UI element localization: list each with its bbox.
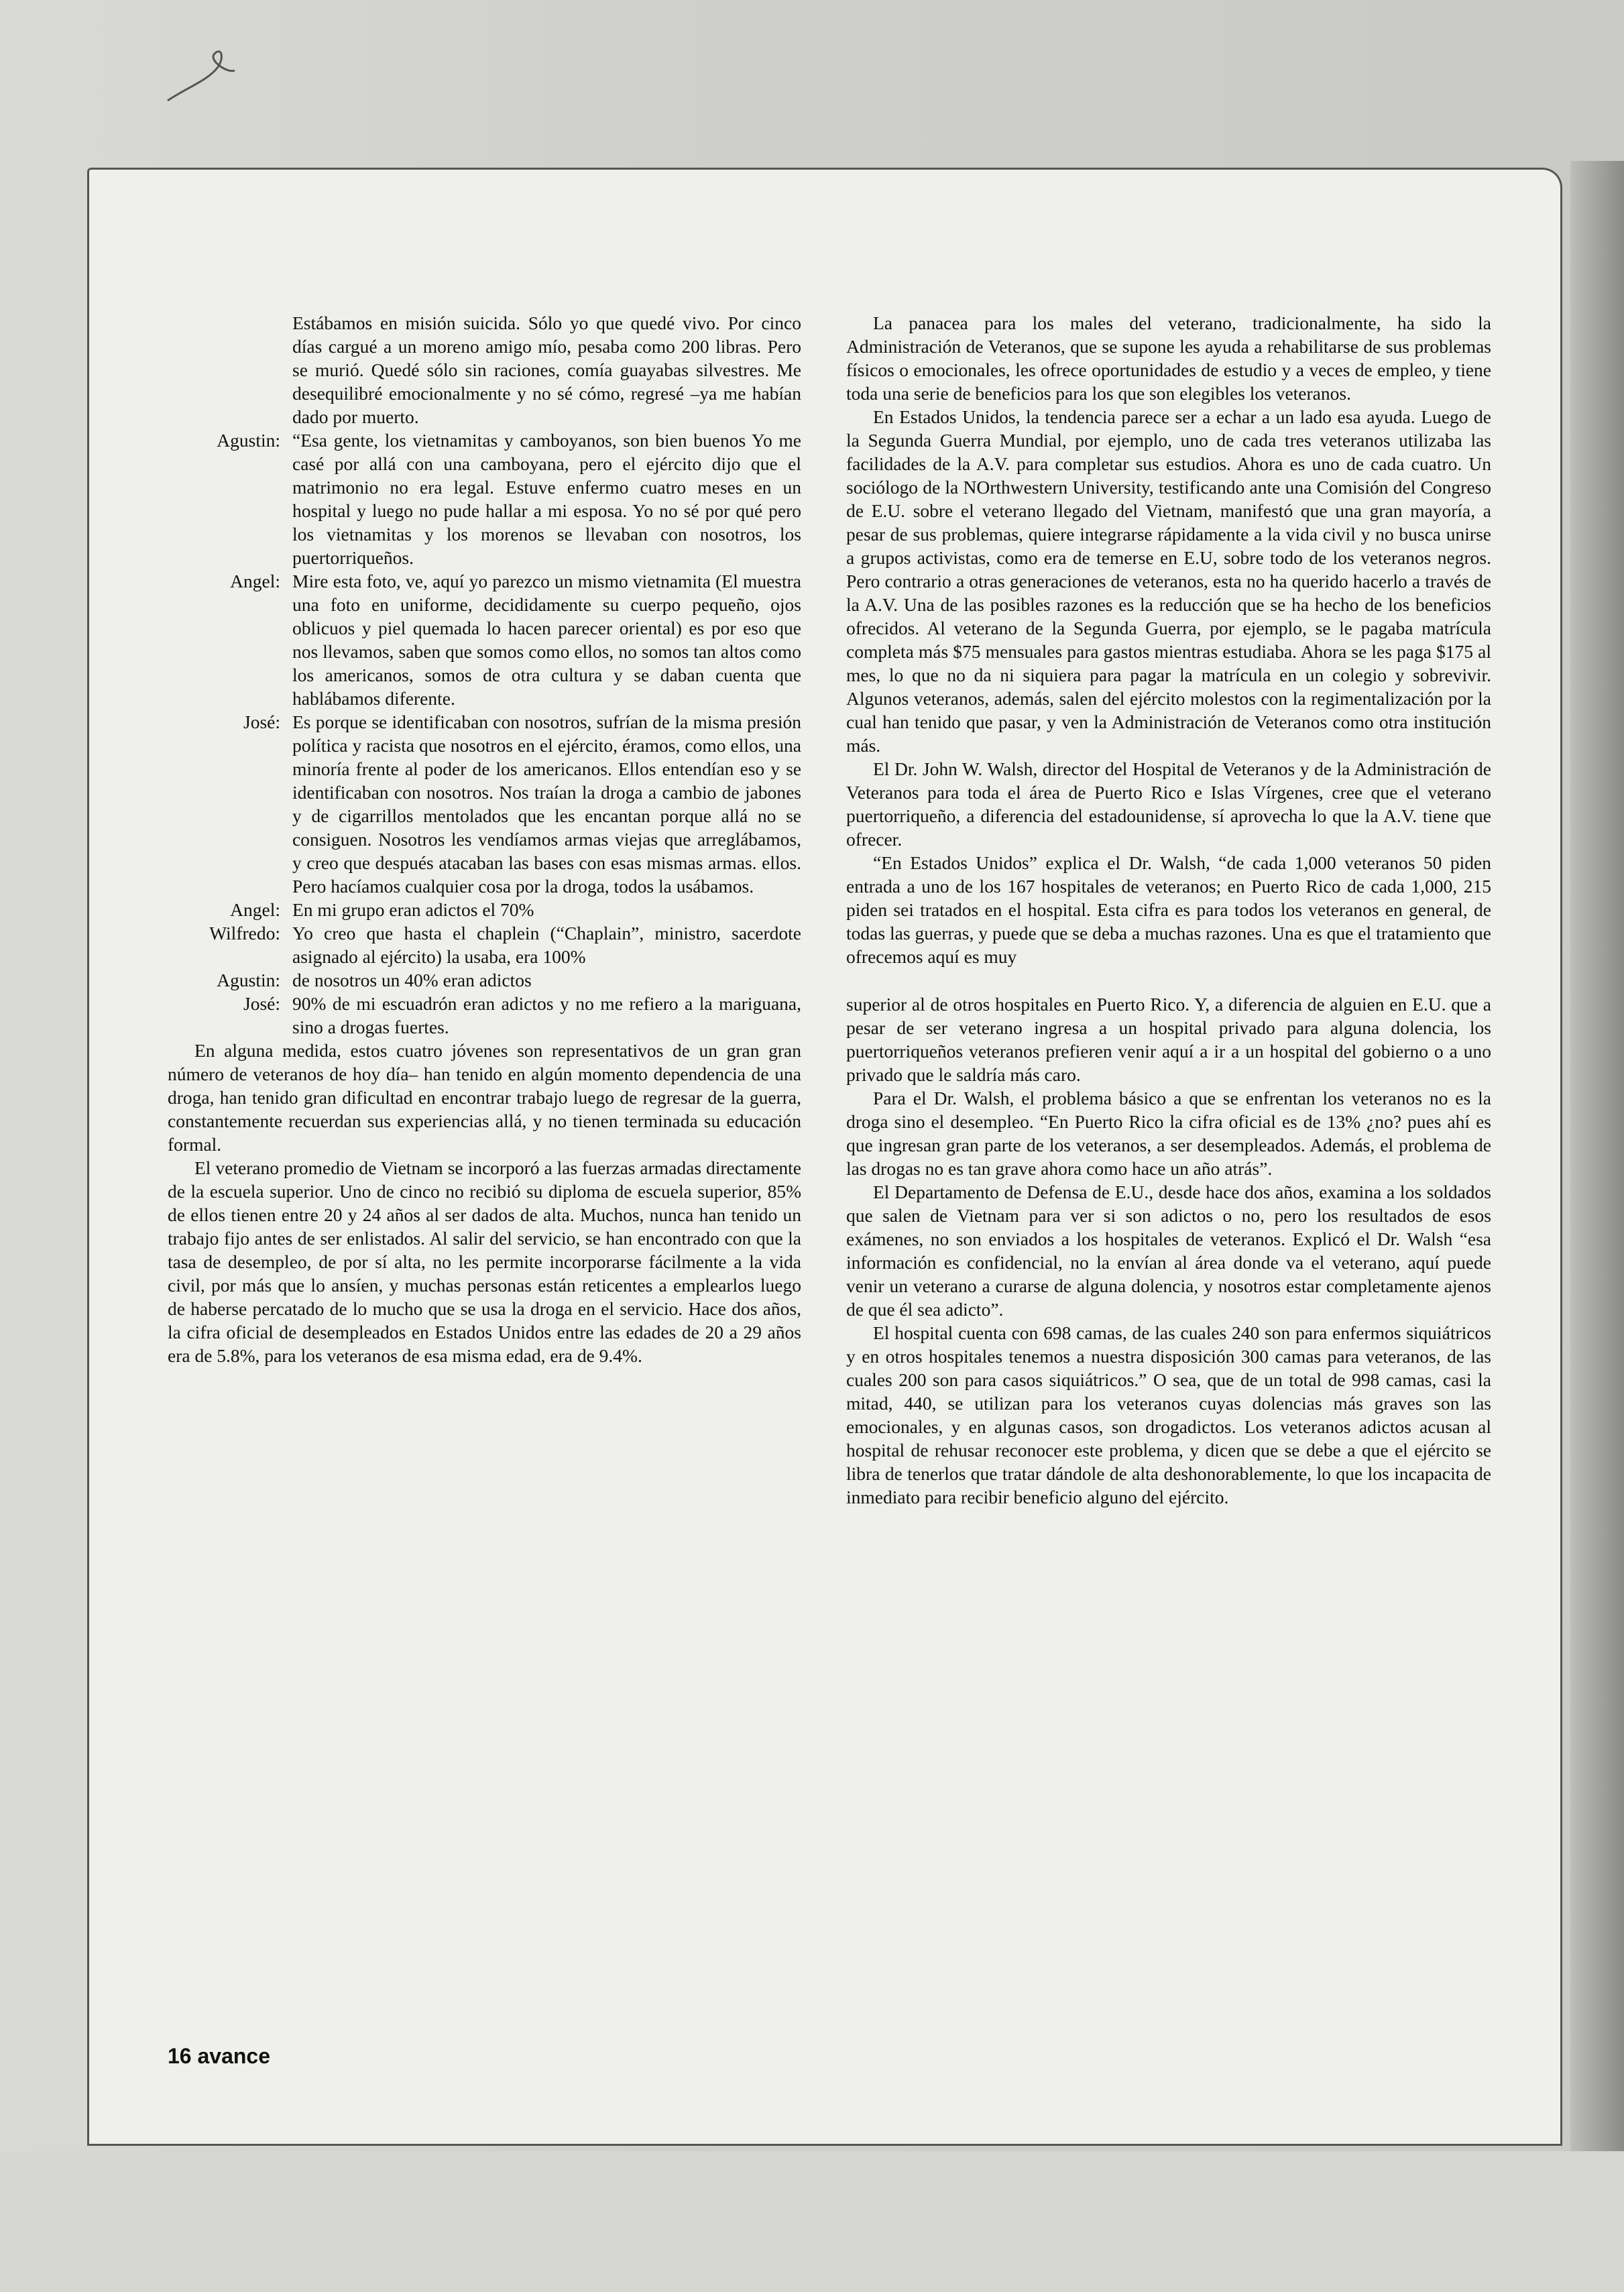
pen-scribble [154,40,262,114]
body-paragraph: El Departamento de Defensa de E.U., desde hace dos años, examina a los soldados que salen de Vietnam para ver si son adictos o no, pero los resultados de esos exámenes, no son enviados a los hospitales de veteranos. Explicó el Dr. Walsh “esa información es confidencial, no la envían al área donde va el veterano, aquí puede venir un veterano a curarse de alguna dolencia, y nosotros estar completamente ajenos de que él sea adicto”. [846,1182,1491,1320]
speaker-name: Angel: [230,899,280,920]
page-edge [1570,161,1624,2173]
body-paragraph: En Estados Unidos, la tendencia parece ser a echar a un lado esa ayuda. Luego de la Segunda Guerra Mundial, por ejemplo, uno de cada tres veteranos utilizaba las facilidades de la A.V. para completar sus estudios. Ahora es uno de cada cuatro. Un sociólogo de la NOrthwestern University, testificando ante una Comisión del Congreso de E.U. sobre el veterano llegado del Vietnam, manifestó que una gran mayoría, a pesar de sus problemas, quiere integrarse rápidamente a la vida civil y no busca unirse a grupos activistas, como era de temerse en E.U, sobre todo de los veteranos negros. Pero contrario a otras generaciones de veteranos, esta no ha querido hacerlo a través de la A.V. Una de las posibles razones es la reducción que se ha hecho de los beneficios ofrecidos. Al veterano de la Segunda Guerra, por ejemplo, se le pagaba matrícula completa más $75 mensuales para gastos mientras estudiaba. Ahora se les paga $175 al mes, lo que no da ni siquiera para pagar la matrícula en un colegio y sobrevivir. Algunos veteranos, además, salen del ejército molestos con la regimentalización por la cual han tenido que pasar, y ven la Administración de Veteranos como otra institución más. [846,406,1491,756]
body-paragraph: Para el Dr. Walsh, el problema básico a que se enfrentan los veteranos no es la droga sino el desempleo. “En Puerto Rico la cifra oficial es de 13% ¿no? pues ahí es que ingresan gran parte de los veteranos, a ser desempleados. Además, el problema de las drogas no es tan grave ahora como hace un año atrás”. [846,1088,1491,1179]
speaker-name: José: [243,993,280,1014]
speaker-text: “Esa gente, los vietnamitas y camboyanos, son bien buenos Yo me casé por allá con una camboyana, pero el ejército dijo que el matrimonio no era legal. Estuve enfermo cuatro meses en un hospital y luego no pude hallar a mi esposa. Yo no sé por qué pero los vietnamitas y los morenos se llevaban con nosotros, los puertorriqueños. [292,430,801,568]
speaker-text: Mire esta foto, ve, aquí yo parezco un mismo vietnamita (El muestra una foto en uniforme, decididamente su cuerpo pequeño, ojos oblicuos y piel quemada lo hacen parecer oriental) es por eso que nos llevamos, saben que somos como ellos, no somos tan altos como los americanos, somos de otra cultura y se daban cuenta que hablábamos diferente. [292,571,801,709]
dialogue-entry [168,710,801,898]
scanner-margin [0,2151,1624,2292]
dialogue-entry [168,921,801,968]
body-paragraph: El hospital cuenta con 698 camas, de las cuales 240 son para enfermos siquiátricos y en otros hospitales tenemos a nuestra disposición 300 camas para veteranos, de las cuales 200 son para casos siquiátricos.” O sea, que de un total de 998 camas, casi la mitad, 440, se utilizan para los veteranos cuyas dolencias más graves son las emocionales, y en algunas casos, son drogadictos. Los veteranos adictos acusan al hospital de rehusar reconocer este problema, y dicen que se debe a que el ejército se libra de tenerlos que tratar dándole de alta deshonorablemente, lo que los incapacita de inmediato para recibir beneficio alguno del ejército. [846,1322,1491,1507]
speaker-text: Yo creo que hasta el chaplein (“Chaplain”, ministro, sacerdote asignado al ejército) la usaba, era 100% [292,923,801,967]
intro-continuation: Estábamos en misión suicida. Sólo yo que quedé vivo. Por cinco días cargué a un moreno amigo mío, pesaba como 200 libras. Pero se murió. Quedé sólo sin raciones, comía guayabas silvestres. Me desequilibré emocionalmente y no sé cómo, regresé –ya me habían dado por muerto. [292,312,801,427]
speaker-name: Angel: [230,571,280,591]
dialogue-entry [168,569,801,710]
dialogue-continuation [168,311,801,428]
body-paragraph: El Dr. John W. Walsh, director del Hospital de Veteranos y de la Administración de Veteranos para toda el área de Puerto Rico e Islas Vírgenes, cree que el veterano puertorriqueño, a diferencia del estadounidense, sí aprovecha lo que la A.V. tiene que ofrecer. [846,758,1491,850]
dialogue-entry [168,428,801,569]
body-paragraph: La panacea para los males del veterano, tradicionalmente, ha sido la Administración de Veteranos, que se supone les ayuda a rehabilitarse de sus problemas físicos o emocionales, les ofrece oportunidades de estudio y a veces de empleo, y tiene toda una serie de beneficios para los que son elegibles los veteranos. [846,312,1491,404]
body-paragraph: “En Estados Unidos” explica el Dr. Walsh, “de cada 1,000 veteranos 50 piden entrada a uno de los 167 hospitales de veteranos; en Puerto Rico de cada 1,000, 215 piden sei tratados en el hospital. Esta cifra es para todos los veteranos en general, de todas las guerras, y puede que se deba a muchas razones. Una es que el tratamiento que ofrecemos aquí es muy [846,852,1491,967]
dialogue-entry [168,968,801,992]
body-paragraph: superior al de otros hospitales en Puerto Rico. Y, a diferencia de alguien en E.U. que a pesar de ser veterano ingresa a un hospital privado para alguna dolencia, los puertorriqueños veteranos prefieren venir aquí a ir a un hospital del gobierno o a uno privado que le saldría más caro. [846,994,1491,1085]
body-paragraph: En alguna medida, estos cuatro jóvenes son representativos de un gran gran número de veteranos de hoy día– han tenido en algún momento dependencia de una droga, han tenido gran dificultad en encontrar trabajo luego de regresar de la guerra, constantemente recuerdan sus experiencias allá, y no tienen terminada su educación formal. [168,1040,801,1155]
right-column [846,311,1491,1509]
dialogue-entry [168,992,801,1039]
left-column [168,311,801,1367]
speaker-text: 90% de mi escuadrón eran adictos y no me refiero a la mariguana, sino a drogas fuertes. [292,993,801,1037]
speaker-name: José: [243,711,280,732]
speaker-name: Agustin: [217,430,280,451]
speaker-name: Agustin: [217,970,280,990]
column-gap [846,968,1491,992]
dialogue-entry [168,898,801,921]
speaker-name: Wilfredo: [209,923,280,943]
speaker-text: Es porque se identificaban con nosotros, sufrían de la misma presión política y racista que nosotros en el ejército, éramos, como ellos, una minoría frente al poder de los americanos. Ellos entendían eso y se identificaban con nosotros. Nos traían la droga a cambio de jabones y de cigarrillos mentolados que les encantan porque allá no se consiguen. Nosotros les vendíamos armas viejas que arreglábamos, y creo que después atacaban las bases con esas mismas armas. ellos. Pero hacíamos cualquier cosa por la droga, todos la usábamos. [292,711,801,897]
speaker-text: de nosotros un 40% eran adictos [292,970,532,990]
body-paragraph: El veterano promedio de Vietnam se incorporó a las fuerzas armadas directamente de la escuela superior. Uno de cinco no recibió su diploma de escuela superior, 85% de ellos tienen entre 20 y 24 años al ser dados de alta. Muchos, nunca han tenido un trabajo fijo antes de ser enlistados. Al salir del servicio, se han encontrado con que la tasa de desempleo, de por sí alta, no les permite incorporarse fácilmente a la vida civil, por más que lo ansíen, y muchas personas están reticentes a emplearlos luego de haberse percatado de lo mucho que se usa la droga en el servicio. Hace dos años, la cifra oficial de desempleados en Estados Unidos entre las edades de 20 a 29 años era de 5.8%, para los veteranos de esa misma edad, era de 9.4%. [168,1157,801,1366]
page-folio: 16 avance [168,2044,271,2068]
speaker-text: En mi grupo eran adictos el 70% [292,899,534,920]
